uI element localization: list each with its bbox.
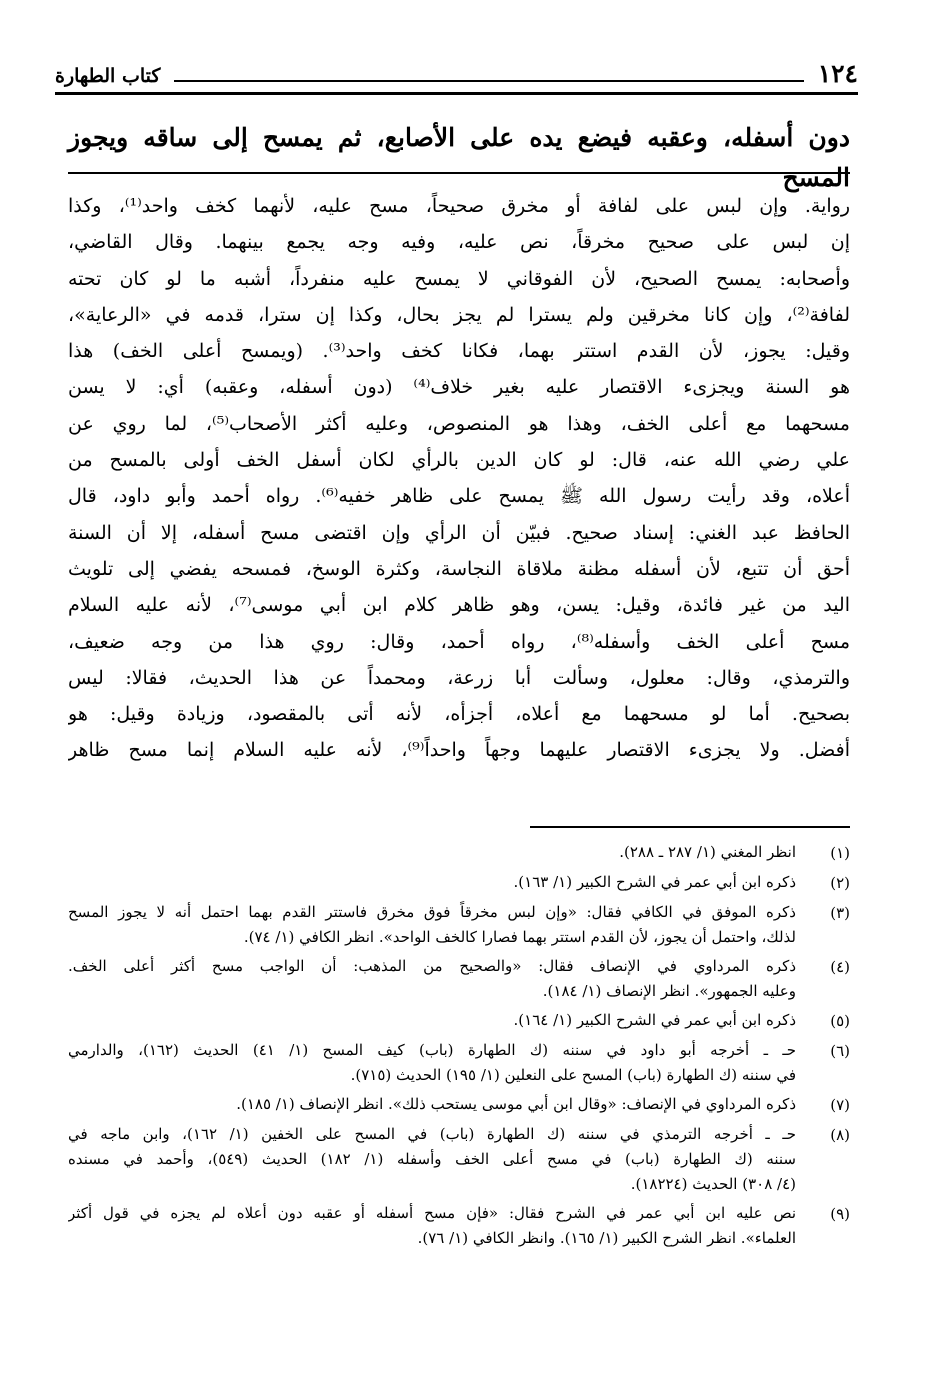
commentary-line: مسحهما مع أعلى الخف، وهذا هو المنصوص، وعليه أكثر الأصحاب⁽⁵⁾، لما روي عن xyxy=(68,412,850,435)
footnote-line: ذكره الموفق في الكافي فقال: «وإن لبس مخرقاً فوق مخرق فاستتر القدم بهما احتمل أنه لا يجوز المسح xyxy=(68,903,796,921)
commentary-line: أعلاه، وقد رأيت رسول الله ﷺ يمسح على ظاهر خفيه⁽⁶⁾. رواه أحمد وأبو داود، قال xyxy=(68,485,850,508)
header-rule xyxy=(55,92,858,95)
footnote-number: (٨) xyxy=(830,1126,850,1144)
commentary-line: علي رضي الله عنه، قال: لو كان الدين بالرأي لكان أسفل الخف أولى بالمسح من xyxy=(68,449,850,472)
footnote-number: (٦) xyxy=(830,1042,850,1060)
footnote-body xyxy=(68,840,796,865)
page-number: ١٢٤ xyxy=(817,59,858,88)
footnote xyxy=(68,954,850,1004)
footnote xyxy=(68,1038,850,1088)
commentary-line: والترمذي، وقال: معلول، وسألت أبا زرعة، ومحمداً عن هذا الحديث، فقالا: ليس xyxy=(68,666,850,689)
commentary-line: وقيل: يجوز، لأن القدم استتر بهما، فكانا كخف واحد⁽³⁾. (ويمسح أعلى الخف) هذا xyxy=(68,340,850,363)
footnote-line: (٤/ ٣٠٨) الحديث (١٨٢٢٤). xyxy=(630,1175,796,1193)
commentary-line: الحافظ عبد الغني: إسناد صحيح. فبيّن أن الرأي وإن اقتضى مسح أسفله، إلا أن السنة xyxy=(68,521,850,544)
footnote xyxy=(68,1092,850,1118)
footnote-line: سننه (ك الطهارة (باب) في مسح أعلى الخف وأسفله (١/ ١٨٢) الحديث (٥٤٩)، وأحمد في مسنده xyxy=(68,1150,796,1168)
footnote-line: وعليه الجمهور». انظر الإنصاف (١/ ١٨٤). xyxy=(542,982,796,1000)
footnote-number: (٢) xyxy=(830,874,850,892)
commentary-line: مسح أعلى الخف وأسفله⁽⁸⁾، رواه أحمد، وقال: روي هذا من وجه ضعيف، xyxy=(68,630,850,653)
footnote-body xyxy=(68,1038,796,1088)
commentary-line: بصحيح. أما لو مسحهما مع أعلاه، أجزأه، لأنه أتى بالمقصود، وزيادة وقيل: هو xyxy=(68,703,850,726)
footnote-line: لذلك، واحتمل أن يجوز، لأن القدم استتر بهما فصارا كالخف الواحد». انظر الكافي (١/ ٧٤). xyxy=(243,928,796,946)
commentary-line: لفافة⁽²⁾، وإن كانا مخرقين ولم يسترا لم يجز بحال، وكذا إن سترا، قدمه في «الرعاية»، xyxy=(68,303,850,326)
footnote-body xyxy=(68,1122,796,1197)
header-line xyxy=(174,80,803,82)
footnote-body xyxy=(68,954,796,1004)
footnote-number: (٣) xyxy=(830,904,850,922)
footnote-number: (٥) xyxy=(830,1012,850,1030)
book-title: كتاب الطهارة xyxy=(55,65,161,87)
footnote-separator xyxy=(530,826,850,828)
commentary-line: رواية. وإن لبس على لفافة أو مخرق صحيحاً، مسح عليه، لأنهما كخف واحد⁽¹⁾، وكذا xyxy=(68,195,850,217)
footnote-line: ذكره ابن أبي عمر في الشرح الكبير (١/ ١٦٤). xyxy=(513,1011,796,1029)
footnote-body xyxy=(68,1008,796,1033)
matn-separator xyxy=(68,172,850,174)
footnote xyxy=(68,1122,850,1197)
commentary-line: أحق أن تتبع، لأن أسفله مظنة ملاقاة النجاسة، وكثرة الوسخ، فمسحه يفضي إلى تلويث xyxy=(68,557,850,580)
footnote-line: ذكره ابن أبي عمر في الشرح الكبير (١/ ١٦٣). xyxy=(513,873,796,891)
commentary xyxy=(68,188,850,769)
footnote-line: العلماء». انظر الشرح الكبير (١/ ١٦٥). وانظر الكافي (١/ ٧٦). xyxy=(417,1229,796,1247)
footnote-line: انظر المغني (١/ ٢٨٧ ـ ٢٨٨). xyxy=(619,843,796,861)
footnote-body xyxy=(68,1201,796,1251)
footnote xyxy=(68,900,850,950)
footnote xyxy=(68,870,850,896)
commentary-line: أفضل. ولا يجزىء الاقتصار عليهما وجهاً واحداً⁽⁹⁾، لأنه عليه السلام إنما مسح ظاهر xyxy=(68,739,850,762)
footnote xyxy=(68,1008,850,1034)
page-header xyxy=(55,48,858,90)
footnote-number: (٧) xyxy=(830,1096,850,1114)
footnote-line: ذكره المرداوي في الإنصاف: «وقال ابن أبي موسى يستحب ذلك». انظر الإنصاف (١/ ١٨٥). xyxy=(236,1095,796,1113)
footnote-line: ذكره المرداوي في الإنصاف فقال: «والصحيح من المذهب: أن الواجب مسح أكثر أعلى الخف. xyxy=(68,957,796,975)
footnote-body xyxy=(68,1092,796,1117)
footnote xyxy=(68,1201,850,1251)
commentary-line: اليد من غير فائدة، وقيل: يسن، وهو ظاهر كلام ابن أبي موسى⁽⁷⁾، لأنه عليه السلام xyxy=(68,594,850,617)
commentary-line: هو السنة ويجزىء الاقتصار عليه بغير خلاف⁽⁴⁾ (دون أسفله، وعقبه) أي: لا يسن xyxy=(68,376,850,399)
footnote-line: حـ ـ أخرجه أبو داود في سننه (ك الطهارة (باب) كيف المسح (١/ ٤١) الحديث (١٦٢)، والدارمي xyxy=(68,1041,796,1059)
footnotes xyxy=(68,840,850,1255)
footnote xyxy=(68,840,850,866)
commentary-line: إن لبس على صحيح مخرقاً، نص عليه، وفيه وجه يجمع بينهما. وقال القاضي، xyxy=(68,231,850,254)
matn-text: دون أسفله، وعقبه فيضع يده على الأصابع، ثم يمسح إلى ساقه ويجوز المسح xyxy=(68,123,850,192)
commentary-line: وأصحابه: يمسح الصحيح، لأن الفوقاني لا يمسح عليه منفرداً، أشبه ما لو كان تحته xyxy=(68,267,850,290)
footnote-number: (٩) xyxy=(830,1205,850,1223)
footnote-body xyxy=(68,900,796,950)
footnote-number: (١) xyxy=(830,844,850,862)
footnote-body xyxy=(68,870,796,895)
footnote-number: (٤) xyxy=(830,958,850,976)
footnote-line: حـ ـ أخرجه الترمذي في سننه (ك الطهارة (باب) في المسح على الخفين (١/ ١٦٢)، وابن ماجه في xyxy=(68,1125,796,1143)
footnote-line: في سننه (ك الطهارة (باب) المسح على النعلين (١/ ١٩٥) الحديث (٧١٥). xyxy=(350,1066,796,1084)
footnote-line: نص عليه ابن أبي عمر في الشرح فقال: «فإن مسح أسفله أو عقبه دون أعلاه لم يجزه في قول أكثر xyxy=(68,1204,796,1222)
